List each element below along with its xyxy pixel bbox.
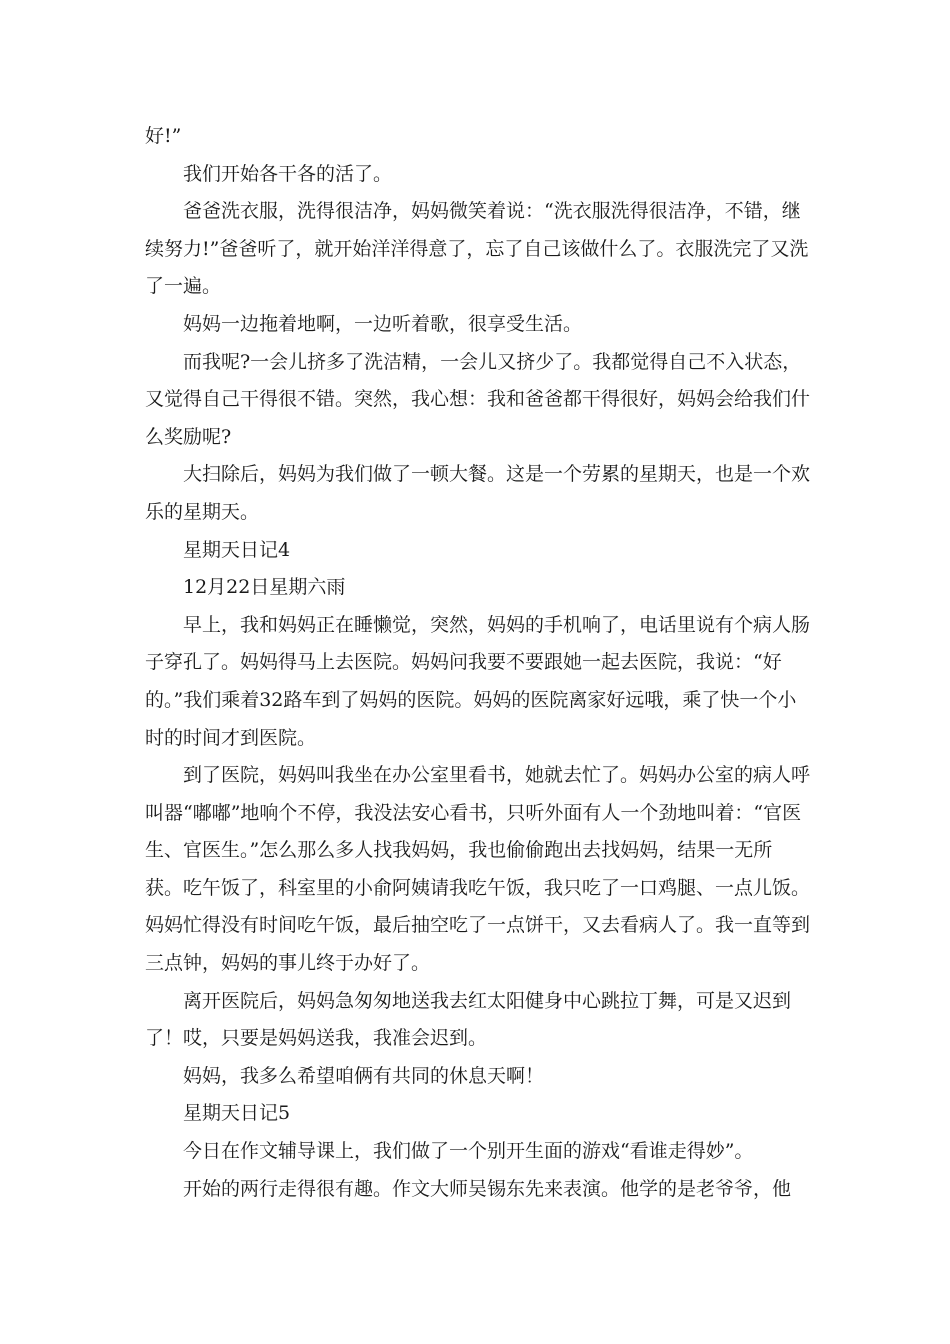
section-heading: 星期天日记4 [183, 538, 291, 561]
paragraph: 妈妈，我多么希望咱俩有共同的休息天啊！ [183, 1064, 545, 1087]
paragraph: 我们开始各干各的活了。 [183, 162, 393, 185]
paragraph: 大扫除后，妈妈为我们做了一顿大餐。这是一个劳累的星期天，也是一个欢乐的星期天。 [145, 463, 810, 523]
paragraph: 今日在作文辅导课上，我们做了一个别开生面的游戏“看谁走得妙”。 [183, 1140, 754, 1163]
paragraph: 早上，我和妈妈正在睡懒觉，突然，妈妈的手机响了，电话里说有个病人肠子穿孔了。妈妈得马上去医院。妈妈问我要不要跟她一起去医院，我说：“好的。”我们乘着32路车到了妈妈的医院。妈妈的医院离家好远哦，乘了快一个小时的时间才到医院。 [145, 613, 810, 749]
paragraph: 而我呢?一会儿挤多了洗洁精，一会儿又挤少了。我都觉得自己不入状态，又觉得自己干得很不错。突然，我心想：我和爸爸都干得很好，妈妈会给我们什么奖励呢? [145, 350, 810, 448]
paragraph: 妈妈一边拖着地啊，一边听着歌，很享受生活。 [183, 312, 583, 335]
paragraph: 好!” [145, 125, 182, 147]
paragraph: 离开医院后，妈妈急匆匆地送我去红太阳健身中心跳拉丁舞，可是又迟到了！哎，只要是妈妈送我，我准会迟到。 [145, 989, 792, 1050]
diary-date: 12月22日星期六雨 [183, 576, 346, 599]
paragraph: 到了医院，妈妈叫我坐在办公室里看书，她就去忙了。妈妈办公室的病人呼叫器“嘟嘟”地响个不停，我没法安心看书，只听外面有人一个劲地叫着：“官医生、官医生。”怎么那么多人找我妈妈，我也偷偷跑出去找妈妈，结果一无所获。吃午饭了，科室里的小俞阿姨请我吃午饭，我只吃了一口鸡腿、一点儿饭。妈妈忙得没有时间吃午饭，最后抽空吃了一点饼干，又去看病人了。我一直等到三点钟，妈妈的事儿终于办好了。 [145, 764, 810, 975]
paragraph: 爸爸洗衣服，洗得很洁净，妈妈微笑着说：“洗衣服洗得很洁净，不错，继续努力!”爸爸听了，就开始洋洋得意了，忘了自己该做什么了。衣服洗完了又洗了一遍。 [145, 200, 809, 298]
section-heading: 星期天日记5 [183, 1102, 291, 1125]
paragraph: 开始的两行走得很有趣。作文大师吴锡东先来表演。他学的是老爷爷，他 [183, 1177, 792, 1200]
document-body [145, 118, 810, 1208]
